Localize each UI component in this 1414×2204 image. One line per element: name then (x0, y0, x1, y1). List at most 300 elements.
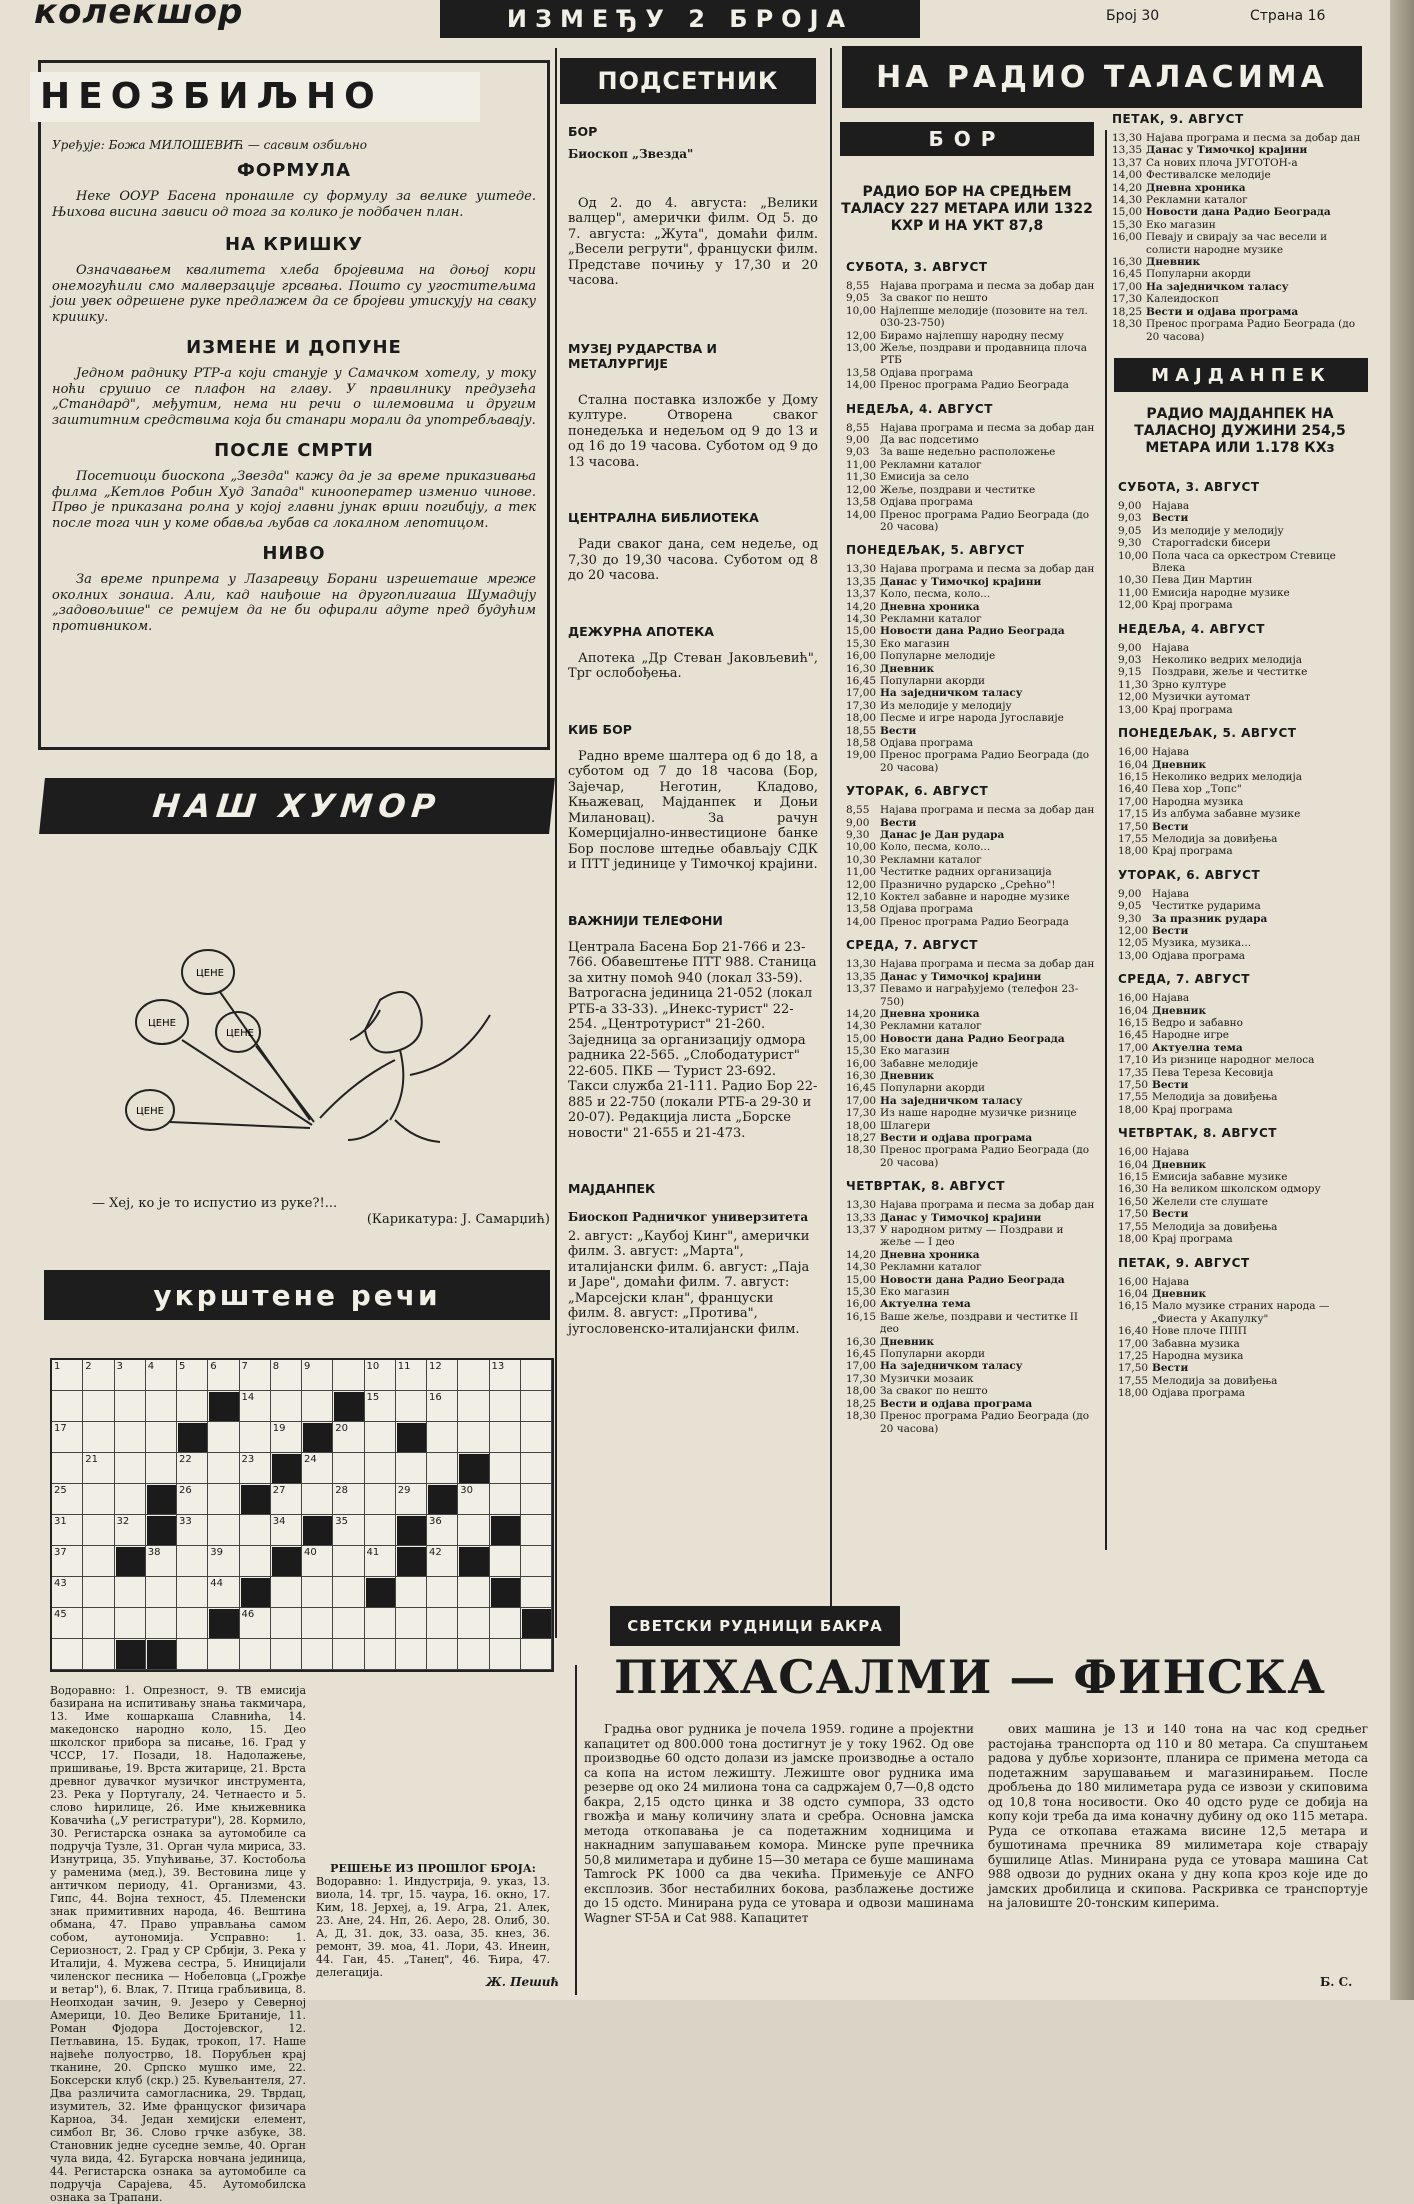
program-title: За сваког по нешто (880, 1385, 988, 1398)
program-title: Да вас подсетимо (880, 434, 979, 447)
crossword-cell[interactable] (52, 1453, 83, 1484)
program-time: 16,00 (1112, 231, 1143, 244)
program-title: Емисија народне музике (1152, 586, 1290, 599)
program-title: Емисија забавне музике (1152, 1171, 1288, 1184)
program-title: Најава (1152, 887, 1190, 900)
program-title: Најава програма и песма за добар дан (880, 958, 1095, 971)
crossword-black-square (334, 1392, 363, 1421)
crossword-cell[interactable] (396, 1639, 427, 1670)
program-time: 15,30 (846, 1045, 877, 1058)
crossword-cell[interactable] (177, 1546, 208, 1577)
program-title: Вести (880, 724, 917, 737)
radio-day-heading: ЧЕТВРТАК, 8. АВГУСТ (1118, 1126, 1277, 1141)
program-title: Најава (1152, 641, 1190, 654)
crossword-cell[interactable] (240, 1546, 271, 1577)
radio-program-row (846, 866, 1096, 878)
crossword-cell[interactable] (333, 1608, 364, 1639)
radio-program-row (1112, 281, 1366, 293)
radio-program-row (1118, 1017, 1368, 1029)
program-time: 17,35 (1118, 1066, 1149, 1079)
program-time: 15,30 (846, 1286, 877, 1299)
radio-program-row (1118, 1067, 1368, 1079)
program-title: Рекламни каталог (880, 612, 982, 625)
program-time: 18,30 (846, 1410, 877, 1423)
crossword-black-square (116, 1640, 145, 1669)
crossword-cell[interactable] (458, 1360, 489, 1391)
radio-program-row (1118, 1276, 1368, 1288)
crossword-number: 20 (335, 1423, 348, 1434)
radio-day-heading: СРЕДА, 7. АВГУСТ (1118, 972, 1250, 987)
radio-majdanpek-intro: РАДИО МАЈДАНПЕК НА ТАЛАСНОЈ ДУЖИНИ 254,5 МЕТАРА ИЛИ 1.178 КХз (1134, 406, 1346, 456)
radio-bor-friday (1112, 112, 1366, 343)
program-title: Дневник (1152, 1287, 1207, 1300)
program-time: 10,00 (846, 304, 877, 317)
crossword-cell[interactable] (333, 1639, 364, 1670)
program-time: 19,00 (846, 749, 877, 762)
crossword-number: 38 (147, 1547, 161, 1558)
crossword-cell[interactable] (177, 1391, 208, 1422)
program-time: 18,00 (1118, 1233, 1149, 1246)
crossword-cell[interactable] (521, 1515, 552, 1546)
program-title: Из мелодије у мелодију (880, 699, 1012, 712)
crossword-cell[interactable] (146, 1422, 177, 1453)
program-title: Вести (1152, 1079, 1189, 1092)
crossword-cell[interactable] (177, 1577, 208, 1608)
podsetnik-banner (560, 58, 816, 104)
crossword-cell[interactable] (365, 1639, 396, 1670)
crossword-cell[interactable] (458, 1515, 489, 1546)
program-time: 9,03 (1118, 512, 1142, 525)
crossword-cell[interactable] (396, 1577, 427, 1608)
crossword-cell[interactable] (521, 1639, 552, 1670)
radio-program-row (846, 903, 1096, 915)
crossword-cell[interactable] (208, 1484, 239, 1515)
program-title: Честитке радних организација (880, 866, 1052, 879)
crossword-cell[interactable] (52, 1391, 83, 1422)
program-title: Дневна хроника (880, 1248, 980, 1261)
joke-heading: НИВО (262, 543, 326, 564)
radio-bor-intro: РАДИО БОР НА СРЕДЊЕМ ТАЛАСУ 227 МЕТАРА ИЛИ 1322 КХР И НА УКТ 87,8 (841, 184, 1093, 234)
radio-program-row (846, 1249, 1096, 1261)
program-title: Празнично рударско „Срећно"! (880, 878, 1056, 891)
program-title: Мелодија за довиђења (1152, 1374, 1278, 1387)
radio-program-row (1118, 654, 1368, 666)
crossword-cell[interactable] (365, 1422, 396, 1453)
crossword-black-square (397, 1423, 426, 1452)
radio-title: НА РАДИО ТАЛАСИМА (876, 59, 1328, 95)
crossword-cell[interactable] (302, 1608, 333, 1639)
program-time: 16,00 (1118, 1275, 1149, 1288)
crossword-cell[interactable] (302, 1484, 333, 1515)
program-time: 12,00 (1118, 599, 1149, 612)
radio-program-row (846, 916, 1096, 928)
balloon-label: ЦЕНЕ (226, 1028, 254, 1039)
section-text: Ради сваког дана, сем недеље, од 7,30 до 19,30 часова. Суботом од 8 до 20 часова. (568, 537, 818, 583)
crossword-cell[interactable] (240, 1422, 271, 1453)
crossword-cell[interactable] (458, 1577, 489, 1608)
radio-program-row (846, 712, 1096, 724)
crossword-cell[interactable] (115, 1391, 146, 1422)
program-time: 13,30 (846, 958, 877, 971)
program-title: Пева хор „Топс" (1152, 783, 1242, 796)
radio-program-row (846, 446, 1096, 458)
crossword-cell[interactable] (302, 1391, 333, 1422)
crossword-cell[interactable] (83, 1639, 114, 1670)
program-time: 9,00 (1118, 500, 1142, 512)
program-time: 16,30 (846, 1335, 877, 1348)
program-title: На заједничком таласу (880, 687, 1023, 700)
radio-program-row (1118, 821, 1368, 833)
radio-bor-banner (840, 122, 1094, 156)
program-title: Емисија за село (880, 471, 969, 484)
program-time: 16,45 (846, 674, 877, 687)
radio-program-row (846, 1008, 1096, 1020)
section-heading: ЦЕНТРАЛНА БИБЛИОТЕКА (568, 510, 759, 525)
program-title: На заједничком таласу (1146, 280, 1289, 293)
radio-program-row (846, 891, 1096, 903)
crossword-cell[interactable] (177, 1639, 208, 1670)
radio-program-row (1118, 759, 1368, 771)
mines-col2: ових машина је 13 и 140 тона на час код средњег растојања транспорта од 110 и 80 метара. Са спуштањем радова у дубље хоризонте, планира се примена метода са подетажним зарушавањем и магазинирањем. После дробљења до 180 милиметара руда се извози у скиповима од 10,8 тона носивости. Око 40 одсто руде се добија на копу који треба да има коначну дубину од око 115 метара. Руда се откопава етажама висине 12,5 метара и бушотинама пречника 89 милиметара које стварају бушилице Atlas. Минирана руда се утовара машина Cat 988 одвози до рудних окана у дну копа кроз које иде до јамских дробилица и скипова. Раскривка се транспортује на јаловиште 20-тонским киперима. (988, 1722, 1368, 1910)
crossword-cell[interactable] (521, 1546, 552, 1577)
radio-program-row (1118, 1196, 1368, 1208)
program-time: 15,00 (846, 625, 877, 638)
program-time: 14,20 (846, 600, 877, 613)
crossword-cell[interactable] (490, 1391, 521, 1422)
program-title: За празник рудара (1152, 912, 1268, 925)
crossword-cell[interactable] (208, 1515, 239, 1546)
crossword-black-square (459, 1547, 488, 1576)
radio-program-row (1118, 1183, 1368, 1195)
crossword-cell[interactable] (52, 1639, 83, 1670)
crossword-cell[interactable] (83, 1391, 114, 1422)
crossword-author: Ж. Пешић (486, 1975, 560, 1989)
crossword-cell[interactable] (333, 1577, 364, 1608)
crossword-cell[interactable] (365, 1608, 396, 1639)
crossword-black-square (397, 1547, 426, 1576)
crossword-cell[interactable] (365, 1484, 396, 1515)
crossword-cell[interactable] (208, 1639, 239, 1670)
radio-program-row (846, 749, 1096, 774)
crossword-cell[interactable] (396, 1453, 427, 1484)
crossword-cell[interactable] (427, 1577, 458, 1608)
radio-program-row (1118, 1104, 1368, 1116)
crossword-cell[interactable] (146, 1608, 177, 1639)
program-time: 17,00 (1118, 795, 1149, 808)
crossword-cell[interactable] (208, 1453, 239, 1484)
program-title: Неколико ведрих мелодија (1152, 654, 1303, 667)
crossword-cell[interactable] (146, 1391, 177, 1422)
program-time: 14,20 (846, 1007, 877, 1020)
joke-heading: ИЗМЕНЕ И ДОПУНЕ (186, 337, 402, 358)
program-title: Одјава програма (1152, 1387, 1246, 1400)
crossword-cell[interactable] (240, 1515, 271, 1546)
crossword-cell[interactable] (271, 1391, 302, 1422)
program-time: 8,55 (846, 280, 870, 292)
program-time: 15,00 (846, 1032, 877, 1045)
crossword-cell[interactable] (458, 1639, 489, 1670)
radio-program-row (846, 1385, 1096, 1397)
program-title: Народна музика (1152, 795, 1244, 808)
program-time: 14,30 (1112, 194, 1143, 207)
radio-program-row (1118, 1325, 1368, 1337)
program-title: Музика, музика... (1152, 937, 1252, 950)
crossword-black-square (459, 1454, 488, 1483)
radio-program-row (846, 958, 1096, 970)
crossword-cell[interactable] (115, 1422, 146, 1453)
radio-program-row (846, 1410, 1096, 1435)
joke-text: Неке ООУР Басена пронашле су формулу за велике уштеде. Њихова висина зависи од тога за колико је подбачен план. (52, 189, 536, 220)
crossword-number: 44 (210, 1578, 223, 1589)
crossword-cell[interactable] (521, 1391, 552, 1422)
program-time: 14,00 (846, 508, 877, 521)
crossword-black-square (491, 1578, 520, 1607)
program-time: 13,58 (846, 903, 877, 916)
program-time: 16,30 (846, 662, 877, 675)
program-title: Пренос програма Радио Београда (до 20 часова) (1146, 318, 1356, 343)
crossword-cell[interactable] (240, 1639, 271, 1670)
program-title: Популарни акорди (1146, 268, 1251, 281)
crossword-number: 16 (429, 1392, 442, 1403)
program-title: Крај програма (1152, 845, 1233, 858)
radio-banner (842, 46, 1362, 108)
radio-program-row (1118, 913, 1368, 925)
crossword-cell[interactable] (490, 1484, 521, 1515)
crossword-cell[interactable] (458, 1391, 489, 1422)
section-heading: ВАЖНИЈИ ТЕЛЕФОНИ (568, 912, 723, 928)
joke-heading: ПОСЛЕ СМРТИ (214, 440, 374, 461)
program-time: 15,00 (846, 1273, 877, 1286)
program-time: 16,30 (1118, 1183, 1149, 1196)
program-title: Популарне мелодије (880, 650, 996, 663)
program-time: 16,45 (1112, 268, 1143, 281)
crossword-cell[interactable] (521, 1453, 552, 1484)
crossword-cell[interactable] (115, 1608, 146, 1639)
program-time: 11,00 (1118, 586, 1149, 599)
section-subheading: Биоскоп „Звезда" (568, 147, 694, 161)
crossword-black-square (147, 1640, 176, 1669)
program-title: Вести (1152, 1208, 1189, 1221)
radio-program-row (846, 422, 1096, 434)
crossword-cell[interactable] (458, 1422, 489, 1453)
program-time: 14,00 (846, 379, 877, 392)
radio-program-row (1118, 679, 1368, 691)
radio-program-row (846, 625, 1096, 637)
crossword-number: 45 (54, 1609, 67, 1620)
crossword-cell[interactable] (115, 1484, 146, 1515)
program-time: 11,30 (1118, 678, 1149, 691)
radio-program-row (846, 663, 1096, 675)
crossword-number: 6 (210, 1361, 217, 1372)
radio-program-row (1118, 950, 1368, 962)
crossword-cell[interactable] (490, 1453, 521, 1484)
crossword-black-square (147, 1516, 176, 1545)
crossword-cell[interactable] (83, 1577, 114, 1608)
crossword-cell[interactable] (83, 1484, 114, 1515)
crossword-cell[interactable] (365, 1453, 396, 1484)
crossword-cell[interactable] (115, 1577, 146, 1608)
program-title: Жеље, поздрави и честитке (880, 483, 1036, 496)
radio-program-row (1118, 1159, 1368, 1171)
program-time: 14,00 (1112, 169, 1143, 182)
crossword-number: 29 (397, 1485, 411, 1496)
radio-program-row (846, 1045, 1096, 1057)
radio-program-row (1112, 157, 1366, 169)
program-title: Жеље, поздрави и продавница плоча РТБ (880, 342, 1088, 367)
program-title: Одјава програма (880, 903, 974, 916)
program-title: Калеидоскоп (1146, 293, 1219, 306)
program-time: 13,30 (846, 563, 877, 576)
crossword-cell[interactable] (490, 1639, 521, 1670)
radio-program-row (1112, 268, 1366, 280)
crossword-cell[interactable] (333, 1360, 364, 1391)
podsetnik-content (568, 120, 818, 1337)
radio-program-row (1118, 746, 1368, 758)
solution-heading: РЕШЕЊЕ ИЗ ПРОШЛОГ БРОЈА: (330, 1862, 536, 1875)
crossword-cell[interactable] (146, 1453, 177, 1484)
program-title: Из ризнице народног мелоса (1152, 1054, 1315, 1067)
joke-text: За време припрема у Лазаревцу Борани изрешеташе мреже околних зонаша. Али, кад наиђоше на другоплигаша Шумадију „задовољише" се ремијем да не би офирали адуте пред будућим противником. (52, 572, 536, 634)
program-time: 17,50 (1118, 820, 1149, 833)
program-title: Вести (1152, 1362, 1189, 1375)
program-time: 13,00 (1118, 949, 1149, 962)
crossword-cell[interactable] (177, 1608, 208, 1639)
radio-day-heading: ПЕТАК, 9. АВГУСТ (1112, 112, 1244, 126)
program-title: Најава програма и песма за добар дан (1146, 132, 1361, 144)
crossword-cell[interactable] (302, 1577, 333, 1608)
program-time: 14,00 (846, 915, 877, 928)
crossword-number: 21 (85, 1454, 98, 1465)
program-title: Крај програма (1152, 1233, 1233, 1246)
radio-program-row (1118, 1375, 1368, 1387)
neozbiljno-items (52, 158, 536, 634)
crossword-cell[interactable] (333, 1546, 364, 1577)
crossword-cell[interactable] (83, 1608, 114, 1639)
crossword-cell[interactable] (115, 1453, 146, 1484)
program-time: 16,40 (1118, 783, 1149, 796)
program-title: Еко магазин (880, 1045, 950, 1058)
radio-program-row (846, 829, 1096, 841)
program-title: Дневник (1152, 1004, 1207, 1017)
radio-program-row (846, 367, 1096, 379)
radio-program-row (1112, 306, 1366, 318)
program-time: 17,00 (1118, 1337, 1149, 1350)
program-time: 17,30 (1112, 293, 1143, 306)
crossword-cell[interactable] (396, 1608, 427, 1639)
program-title: Данас у Тимочкој крајини (880, 970, 1042, 983)
joke-after-death (52, 440, 536, 531)
program-title: Дневник (1152, 1158, 1207, 1171)
balloon-label: ЦЕНЕ (136, 1106, 164, 1117)
crossword-cell[interactable] (521, 1360, 552, 1391)
program-time: 16,04 (1118, 1158, 1149, 1171)
program-title: Дневна хроника (1146, 181, 1246, 194)
radio-day-heading: СРЕДА, 7. АВГУСТ (846, 938, 978, 953)
program-time: 9,30 (846, 829, 870, 842)
crossword-cell[interactable] (365, 1515, 396, 1546)
radio-program-row (846, 675, 1096, 687)
crossword-number: 22 (179, 1454, 192, 1465)
radio-majdanpek-label: МАЈДАНПЕК (1151, 364, 1331, 386)
crossword-cell[interactable] (458, 1608, 489, 1639)
radio-program-row (1118, 537, 1368, 549)
crossword-cell[interactable] (521, 1577, 552, 1608)
radio-program-row (1118, 1338, 1368, 1350)
program-title: Коло, песма, коло... (880, 841, 991, 854)
crossword-cell[interactable] (208, 1422, 239, 1453)
radio-program-row (846, 1132, 1096, 1144)
crossword-black-square (209, 1392, 238, 1421)
crossword-cell[interactable] (83, 1422, 114, 1453)
program-time: 16,04 (1118, 758, 1149, 771)
program-time: 10,00 (846, 841, 877, 854)
program-title: Ваше жеље, поздрави и честитке II део (880, 1310, 1079, 1336)
program-time: 9,05 (1118, 900, 1142, 913)
program-time: 11,00 (846, 866, 877, 879)
crossword-number: 13 (491, 1361, 505, 1372)
crossword-number: 27 (272, 1485, 286, 1496)
crossword-number: 19 (272, 1423, 286, 1434)
program-time: 17,00 (1112, 280, 1143, 293)
radio-program-row (1112, 256, 1366, 268)
crossword-cell[interactable] (521, 1422, 552, 1453)
crossword-cell[interactable] (427, 1422, 458, 1453)
crossword-black-square (209, 1609, 238, 1638)
crossword-cell[interactable] (427, 1608, 458, 1639)
crossword-number: 9 (304, 1361, 311, 1372)
crossword-cell[interactable] (490, 1546, 521, 1577)
crossword-cell[interactable] (333, 1453, 364, 1484)
crossword-grid[interactable] (50, 1358, 554, 1672)
crossword-cell[interactable] (490, 1608, 521, 1639)
crossword-cell[interactable] (427, 1639, 458, 1670)
crossword-number: 36 (429, 1516, 442, 1527)
solution-text: Водоравно: 1. Индустрија, 9. указ, 13. виола, 14. трг, 15. чаура, 16. окно, 17. Ким, 18. Јерхеј, а, 19. Агра, 21. Алек, 23. Ане, 24. Нп, 26. Аеро, 28. Олиб, 30. А, Д, 31. док, 33. оаза, 35. кнез, 36. ремонт, 39. моа, 41. Лори, 43. Инеин, 44. Ган, 45. „Танец", 46. Ћира, 47. делегација. (316, 1875, 550, 1979)
program-title: Еко магазин (1146, 218, 1216, 231)
crossword-cell[interactable] (83, 1515, 114, 1546)
mines-label-banner (610, 1606, 900, 1646)
crossword-cell[interactable] (271, 1639, 302, 1670)
section-subheading: Биоскоп Радничког универзитета (568, 1210, 809, 1224)
radio-program-row (1112, 318, 1366, 343)
program-title: Дневник (1152, 758, 1207, 771)
radio-day-heading: ПЕТАК, 9. АВГУСТ (1118, 1255, 1250, 1270)
program-time: 10,00 (1118, 549, 1149, 562)
crossword-cell[interactable] (271, 1577, 302, 1608)
crossword-number: 24 (304, 1454, 317, 1465)
radio-program-row (1112, 206, 1366, 218)
radio-program-row (1118, 1146, 1368, 1158)
crossword-cell[interactable] (396, 1391, 427, 1422)
crossword-number: 42 (429, 1547, 442, 1558)
crossword-cell[interactable] (271, 1608, 302, 1639)
program-time: 18,30 (1112, 318, 1143, 331)
crossword-cell[interactable] (146, 1577, 177, 1608)
crossword-cell[interactable] (521, 1484, 552, 1515)
crossword-black-square (522, 1609, 551, 1638)
program-time: 9,03 (1118, 654, 1142, 667)
crossword-cell[interactable] (427, 1453, 458, 1484)
joke-formula (52, 160, 536, 220)
crossword-cell[interactable] (302, 1639, 333, 1670)
masthead-left-title: колекшор (34, 0, 244, 32)
crossword-cell[interactable] (83, 1546, 114, 1577)
radio-day-heading: УТОРАК, 6. АВГУСТ (1118, 867, 1261, 882)
masthead-page-label: Страна 16 (1250, 8, 1326, 24)
radio-day-heading: НЕДЕЉА, 4. АВГУСТ (846, 401, 993, 416)
crossword-number: 8 (272, 1361, 280, 1372)
crossword-cell[interactable] (490, 1422, 521, 1453)
